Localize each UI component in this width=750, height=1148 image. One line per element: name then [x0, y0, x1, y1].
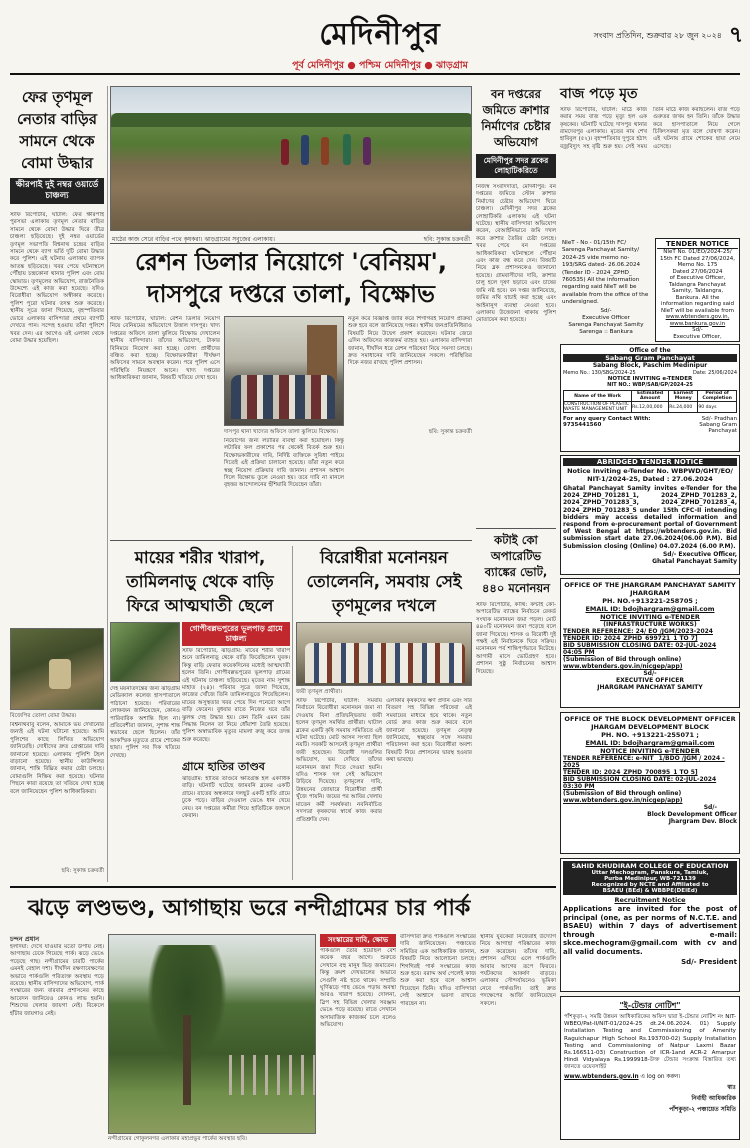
divider — [476, 528, 556, 529]
ad-line: undersigned. — [562, 299, 599, 306]
ad-ghatal — [560, 455, 740, 575]
ad-tender-id: TENDER ID: 2024_ZPHD_700895_1 TO 5] — [563, 769, 698, 776]
ad-line: (Tender ID - 2024_ZPHD_ — [562, 269, 632, 276]
ad-designation: Block Development Officer — [647, 811, 737, 818]
ad-designation: EXECUTIVE OFFICER — [616, 677, 684, 684]
ad-line: 2024-25 vide memo no- — [562, 254, 630, 261]
headline-line-1: রেশন ডিলার নিয়োগে 'বেনিয়ম', — [135, 248, 447, 276]
tender-table — [563, 390, 737, 413]
table-header: Estimated Amount — [632, 391, 669, 402]
headline: ফের তৃণমূল নেতার বাড়ির সামনে থেকে বোমা উদ্ধার — [16, 88, 98, 172]
section-tag: ক্ষীরপাই দুই নম্বর ওয়ার্ডে চাঞ্চল্য — [10, 178, 104, 204]
ad-office: Jhargram Dev. Block — [668, 818, 737, 825]
person-4 — [343, 134, 351, 165]
story-mother — [110, 546, 290, 882]
ad-title: Sabang Gram Panchayat — [563, 354, 737, 362]
photo-caption: দাসপুর থানা খাদ্যের অফিসে তালা ঝুলিয়ে বিক্ষোভ। — [224, 429, 339, 435]
headline: মায়ের শরীর খারাপ, তামিলনাড়ু থেকে বাড়ি ফিরে আত্মঘাতী ছেলে — [126, 548, 274, 615]
masthead-subtitle: পূর্ব মেদিনীপুর ● পশ্চিম মেদিনীপুর ● ঝাড়গ্রাম — [292, 60, 468, 71]
ad-jhargram — [560, 578, 740, 708]
ad-ref: TENDER REFERENCE: e-NIT _1/BDO /JGM / 2024 - 2025 — [563, 755, 725, 769]
photo-caption: নন্দীগ্রামের গোকুলনগর এলাকার মহাপ্রভুর পার্কের অবস্থার ছবি। — [108, 1136, 247, 1142]
ad-line: 760535) All the information — [562, 277, 640, 284]
ad-notice: NOTICE INVITING e-TENDER — [600, 613, 700, 621]
story-body: স্থানীয় যুবকেরা নিজেরাই উদ্যোগ নিয়ে আগাছা পরিষ্কারের কাজ শুরু করেছেন। তাঁদের দাবি, প্রশাসন এগিয়ে এলে পার্কগুলি আবার আগের রূপে ফিরবে। পর্যটকদের আকর্ষণ বাড়বে। এলাকার সৌন্দর্যায়নেও ভূমিকা নেবে পার্কগুলি। তাই দ্রুত পদক্ষেপের আর্জি জানিয়েছেন সকলে। — [480, 934, 556, 1007]
ad-office: Sarenga Panchayat Samity — [568, 321, 644, 328]
ad-body-end: এ log on করুন। — [640, 1073, 681, 1080]
table-header: Period of Completion — [698, 391, 737, 402]
ad-url[interactable]: www.wbtenders.gov.in/nicgep/app) — [563, 663, 683, 670]
story-storm — [10, 892, 556, 1142]
date-line: সংবাদ প্রতিদিন, শুক্রবার ২৮ জুন ২০২৪ — [593, 31, 722, 40]
ad-notice: NOTICE INVITING e-TENDER — [607, 376, 693, 382]
photo-caption: বিজেপির তোলা বোমা উদ্ধার। — [10, 713, 77, 719]
story-body: দেহ ময়নাতদন্তের জন্য ঝাড়গ্রাম মেডিক্যাল কলেজ হাসপাতালে পাঠানো হয়েছে। পরিবারের লোকজন জানিয়েছেন, কোনও পারিবারিক অশান্তি ছিল না। প্রতিবেশীরা জানান, সুশান্ত শান্ত স্বভাবের ছেলে ছিলেন। তাঁর আকস্মিক মৃত্যুতে গ্রামে শোকের ছায়া। পুলিশ সব দিক খতিয়ে দেখছে। — [110, 686, 180, 759]
story-bomb — [10, 86, 104, 879]
story-body: এলাকার কৃষকদের ঋণ প্রদান এবং সার বিতরণ সহ বিভিন্ন পরিষেবা এই সমবায়ের মাধ্যমে হয়ে থাকে। নতুন বোর্ড দ্রুত কাজ শুরু করবে বলে জানানো হয়েছে। তৃণমূল নেতৃত্ব জানিয়েছে, স্বচ্ছতার সঙ্গে সমবায় পরিচালনা করা হবে। বিরোধীরা অবশ্য বিষয়টি নিয়ে প্রশাসনের দ্বারস্থ হওয়ার কথা ভাবছে। — [386, 698, 472, 764]
headline-line-2: দাসপুরে দপ্তরে তালা, বিক্ষোভ — [147, 280, 435, 308]
fence — [229, 1055, 315, 1095]
protest-photo — [224, 316, 344, 426]
photo-caption: জয়ী তৃণমূল প্রার্থীরা। — [296, 689, 343, 695]
ad-lines — [562, 240, 650, 307]
story-forest — [476, 86, 556, 526]
ad-sign: Sd/- Pradhan — [701, 416, 737, 422]
ad-office: পাঁশকুড়া-২ পঞ্চায়েত সমিতি — [669, 1105, 736, 1113]
story-body: স্টাফ রিপোর্টার, ঘাটাল: ফের ক্ষীরপাই পুরসভা এলাকায় তৃণমূল নেতার বাড়ির সামনে থেকে বোমা উদ্ধার ঘিরে তীব্র চাঞ্চল্য ছড়িয়েছে। দুই নম্বর ওয়ার্ডের তৃণমূল সভাপতি বিশ্বনাথ চন্দ্রের বাড়ির সামনে থেকে ব্যাগ ভর্তি দুটি বোমা উদ্ধার করে পুলিশ। এই ঘটনায় এলাকায় ব্যাপক আতঙ্ক ছড়িয়েছে। খবর পেয়ে ঘটনাস্থলে পৌঁছায় চন্দ্রকোনা থানার পুলিশ এবং বোম স্কোয়াড। তৃণমূলের অভিযোগ, রাজনৈতিক উদ্দেশ্যে এই কাজ করা হয়েছে। যদিও বিরোধীরা অভিযোগ অস্বীকার করেছে। পুলিশ পুরো ঘটনার তদন্ত শুরু করেছে। স্থানীয় সূত্রে জানা গিয়েছে, বৃহস্পতিবার ভোরে এলাকার বাসিন্দারা প্রথমে ব্যাগটি দেখতে পান। সন্দেহ হওয়ায় তাঁরা পুলিশে খবর দেন। এর আগেও ওই এলাকা থেকে বোমা উদ্ধার হয়েছিল। — [10, 212, 104, 344]
tree-trunk — [183, 1015, 191, 1105]
ad-line: available from the office of the — [562, 291, 649, 298]
ad-contact: For any query Contact With: 9735441560 — [563, 416, 651, 428]
photo-caption: মাঠের কাজ সেরে বাড়ির পথে কৃষকরা। ঝাড়গ্রামের সবুজের এলাকায়। — [112, 236, 275, 243]
photo-credit: ছবি: সুকান্ত চক্রবর্তী — [423, 236, 470, 243]
column-divider — [107, 86, 108, 882]
ad-title: SAHID KHUDIRAM COLLEGE OF EDUCATION — [571, 862, 729, 870]
ad-url[interactable]: www.wbtenders.gov.in — [564, 1073, 639, 1080]
ad-title: Office of the — [629, 347, 671, 354]
story-body: পার্কগুলি তৈরি হয়েছিল বেশ কয়েক বছর আগে। শুরুতে সেখানে বহু মানুষ ভিড় জমাতেন। কিন্তু ক্রমশ দেখভালের অভাবে সেগুলি নষ্ট হতে থাকে। সম্প্রতি ঘূর্ণিঝড়ে গাছ ভেঙে পড়ায় অবস্থা আরও খারাপ হয়েছে। দোলনা, স্লিপ সহ বিভিন্ন খেলার সরঞ্জাম ভেঙে পড়ে রয়েছে। রাতে সেখানে অসামাজিক কাজকর্ম চলে বলেও অভিযোগ। — [320, 948, 396, 1029]
fields-photo — [110, 86, 472, 231]
ad-sign: Sd/- Executive Officer, — [662, 550, 737, 558]
story-body: নিজস্ব সংবাদদাতা, মেদিনীপুর: বন দপ্তরের জমিতে স্টোন ক্রাশার নির্মাণের চেষ্টার অভিযোগ ঘিরে চাঞ্চল্য। মেদিনীপুর সদর ব্লকের লোহাটিকরি এলাকায় এই ঘটনা ঘটেছে। স্থানীয় বাসিন্দারা অভিযোগ করেন, বেআইনিভাবে জমি দখল করে ক্রাশার তৈরির চেষ্টা চলছে। খবর পেয়ে বন দপ্তরের আধিকারিকরা ঘটনাস্থলে পৌঁছান এবং কাজ বন্ধ করে দেন। বিষয়টি নিয়ে ব্লক প্রশাসনকেও জানানো হয়েছে। গ্রামবাসীদের দাবি, ক্রাশার চালু হলে দূষণ ছড়াবে এবং চাষের জমি নষ্ট হবে। বন দপ্তর জানিয়েছে, জমির নথি যাচাই করা হচ্ছে এবং আইনানুগ ব্যবস্থা নেওয়া হবে। এলাকায় উত্তেজনা থাকায় পুলিশ মোতায়েন করা হয়েছে। — [476, 184, 556, 324]
ad-phone: PH. NO. +913221-255071 ; — [601, 731, 699, 739]
story-body-continued: বিশ্বনাথবাবু বলেন, আমাকে ভয় দেখানোর জন্যই এই ঘটনা ঘটানো হয়েছে। আমি পুলিশের কাছে লিখিত অভিযোগ জানিয়েছি। দোষীদের দ্রুত গ্রেপ্তারের দাবি জানানো হয়েছে। এলাকায় পুলিশি টহল বাড়ানো হয়েছে। স্থানীয় কাউন্সিলর জানান, শান্তি বিঘ্নিত করার চেষ্টা চলছে। বোমাগুলি নিষ্ক্রিয় করা হয়েছে। ঘটনার পিছনে কারা রয়েছে তা খতিয়ে দেখা হচ্ছে বলে জানিয়েছেন পুলিশ আধিকারিকরা। — [10, 722, 104, 795]
ad-body: Applications are invited for the post of principal (one, as per norms of N.C.T.E. and BSAEU) within 7 days of advertisement through e-mail: skce.mechogram@gmail.com with cv and all valid documents. — [563, 905, 737, 956]
ad-line: information regarding said — [660, 301, 735, 307]
ad-title: "ই-টেন্ডার নোটিশ" — [619, 1001, 681, 1010]
ad-office: Ghatal Panchayat Samity — [652, 557, 737, 565]
table-cell: Rs.12,00,000 — [632, 402, 669, 413]
ad-work: (INFRASTRUCTURE WORKS) — [603, 621, 697, 628]
ad-line: Sarenga Panchayat Samity/ — [562, 247, 640, 254]
ad-notice: NOTICE INVITING e-TENDER — [600, 747, 700, 755]
ad-nit: NIT NO.: WBP/SAB/GP/2024-25 — [607, 382, 693, 388]
ad-etender — [560, 996, 740, 1140]
ad-college — [560, 858, 740, 992]
ad-ref: TENDER REFERENCE: 24/ EO /JGM/2023-2024 — [563, 628, 713, 635]
photo-credit: ছবি: সুকান্ত চক্রবর্তী — [428, 429, 472, 435]
ad-sign: Sd/- — [692, 327, 703, 333]
ad-bdo — [560, 712, 740, 854]
ad-sign: Sd/- — [643, 670, 657, 677]
ad-lines — [657, 249, 738, 340]
ad-email: EMAIL ID: bdojhargram@gmail.com — [585, 605, 715, 613]
ad-sign: Sd/- — [600, 307, 612, 314]
sub-story-body: ঝাড়গ্রাম: হাতির তাণ্ডবে ক্ষতিগ্রস্ত হল একাধিক বাড়ি। ঘটনাটি ঘটেছে জামবনি ব্লকের একটি গ্রামে। রাতের অন্ধকারে দলছুট একটি হাতি গ্রামে ঢুকে পড়ে। বাড়ির দেওয়াল ভেঙে ধান খেয়ে নেয়। বন দপ্তরের কর্মীরা গিয়ে হাতিটিকে জঙ্গলে ফেরান। — [182, 776, 290, 820]
ad-designation: নির্বাহী আধিকারিক — [691, 1094, 736, 1102]
person-5 — [363, 137, 371, 165]
crowd — [231, 375, 335, 419]
ad-sign: Sd/- President — [681, 957, 737, 966]
section-tag: সংস্কারের দাবি, ক্ষোভ — [320, 934, 396, 947]
divider — [10, 886, 556, 888]
ad-body: পাঁশকুড়া-২ সমষ্টি উন্নয়ন আধিকারিকের অফিস দ্বারা ই-টেন্ডার নোটিশ নং NIT-WBEO/Pat-II/NIT-01/2024-25 dt.24.06.2024. 01) Supply Installation Testing and Commissioning of Amenity Raguichapur High School Rs.193700-02) Supply Installation Testing and Commissioning of Natpur Laxmi Bazar Rs.166511-03) Construction of ICR-1and ACR-2 Amarpur Hindi Vidyalaya Rs.1999918-উক্ত টেন্ডার সংক্রান্ত বিস্তারিত তথ্য জানতে ওয়েবসাইট — [564, 1014, 736, 1071]
ad-url[interactable]: www.wbtenders.gov.in/nicgep/app) — [563, 797, 683, 804]
story-body: নতুন করে বিজ্ঞপ্তি জারি করে শিগগিরই নিয়োগ প্রক্রিয়া শুরু হবে বলে জানিয়েছে দপ্তর। স্থানীয় জনপ্রতিনিধিরাও বিষয়টি নিয়ে উদ্বেগ প্রকাশ করেছেন। ঘটনার জেরে এদিন অফিসের কাজকর্ম ব্যাহত হয়। এলাকার বাসিন্দারা জানান, দীর্ঘদিন ধরে রেশন পরিষেবা নিয়ে সমস্যা চলছে। দ্রুত সমাধানের দাবি জানিয়েছেন সকলে। পরিস্থিতির দিকে নজর রাখছে পুলিশ প্রশাসন। — [348, 316, 472, 367]
ad-title: TENDER NOTICE — [657, 240, 738, 249]
table-cell: CONSTRUCTION OF PLASTIC WASTE MANAGEMENT UNIT — [564, 402, 632, 413]
ad-title: OFFICE OF THE JHARGRAM PANCHAYAT SAMITY — [564, 581, 736, 589]
ad-closing: BID SUBMISSION CLOSING DATE: 02-JUL-2024 03:30 PM — [563, 776, 717, 790]
ad-signature — [676, 416, 737, 434]
ad-title: JHARGAM DEVELOPMENT BLOCK — [591, 723, 709, 731]
sub-headline: গ্রামে হাতির তাণ্ডব — [182, 760, 265, 773]
story-body: স্টাফ রিপোর্টার, ঘাটাল: মাঠে কাজ করার সময় বাজ পড়ে মৃত্যু হল এক কৃষকের। ঘটনাটি ঘটেছে দাসপুর থানার রামদেবপুর এলাকায়। মৃতের নাম শেখ হাবিবুল (৫২)। বৃহস্পতিবার দুপুরে হঠাৎ বজ্রবিদ্যুৎ সহ বৃষ্টি শুরু হয়। সেই সময় তিনি মাঠে কাজ করছিলেন। বাজ পড়ে গুরুতর জখম হন তিনি। তাঁকে উদ্ধার করে হাসপাতালে নিয়ে গেলে চিকিৎসকরা মৃত বলে ঘোষণা করেন। এই ঘটনায় গ্রামে শোকের ছায়া নেমে এসেছে। — [560, 106, 740, 150]
table-cell: Rs.24,000 — [669, 402, 698, 413]
ad-college-header — [563, 861, 737, 895]
story-body: স্টাফ রিপোর্টার, কাঁথি: কন্টাই কো-অপারেটিভ ব্যাঙ্কের নির্বাচনে রেকর্ড সংখ্যক মনোনয়ন জমা পড়ল। মোট ৪৪০টি মনোনয়ন জমা পড়েছে বলে জানা গিয়েছে। শাসক ও বিরোধী দুই পক্ষই এই নির্বাচনকে ঘিরে সক্রিয়। মনোনয়ন পর্ব শান্তিপূর্ণভাবে মিটেছে। আগামী মাসে ভোটগ্রহণ হবে। প্রশাসন সুষ্ঠু নির্বাচনের আশ্বাস দিয়েছে। — [476, 602, 556, 675]
ad-taldangra — [655, 238, 740, 342]
headline: বিরোধীরা মনোনয়ন তোলেননি, সমবায় সেই তৃণমূলের দখলে — [306, 548, 462, 615]
ad-line: regarding said NIeT will be — [562, 284, 637, 291]
ad-recognition: BSAEU (BEd) & WBBPE(DElEd) — [602, 888, 698, 894]
person-3 — [321, 137, 329, 165]
page-title: মেদিনীপুর — [319, 17, 441, 52]
ad-email: EMAIL ID: bdojhargram@gmail.com — [585, 739, 715, 747]
ad-line: NIeT - No - 01/15th FC/ — [562, 240, 627, 246]
ad-line: Taldangra Panchayat — [668, 281, 727, 288]
story-body: হলদিয়া: দেখে যাওয়ার মতো উপায় নেই। আগাছায় ঢেকে গিয়েছে পার্ক। ঝড়ে ভেঙে পড়েছে গাছ। নন্দীগ্রামের চারটি পার্কের এমনই বেহাল দশা। দীর্ঘদিন রক্ষণাবেক্ষণের অভাবে পার্কগুলি পরিত্যক্ত অবস্থায় পড়ে রয়েছে। স্থানীয় বাসিন্দাদের অভিযোগ, পার্ক সংস্কারের জন্য বারবার প্রশাসনের কাছে আবেদন জানিয়েও কোনও লাভ হয়নি। শিশুদের খেলার জায়গা নেই। বিকেলে হাঁটার জায়গাও নেই। — [10, 944, 104, 1017]
ad-line: www.wbtenders.gov.in, — [665, 314, 730, 320]
story-body: নিয়োগের জন্য লটারির ব্যবস্থা করা হয়েছিল। কিন্তু লটারির ফল প্রকাশের পর থেকেই বিতর্ক শুরু হয়। বিক্ষোভকারীদের দাবি, নির্দিষ্ট ব্যক্তিকে সুবিধা পাইয়ে দিতেই এই প্রক্রিয়া চালানো হয়েছে। তাঁরা নতুন করে স্বচ্ছ নিয়োগ প্রক্রিয়ার দাবি জানান। প্রশাসন আশ্বাস দিলে বিক্ষোভ তুলে নেওয়া হয়। তবে দাবি না মানলে বৃহত্তর আন্দোলনের হুঁশিয়ারি দিয়েছেন তাঁরা। — [224, 438, 344, 489]
ad-line: 193/SRG dated- 26.06.2024 — [562, 262, 641, 269]
story-lightning — [560, 86, 740, 236]
ad-line: www.bankura.gov.in — [669, 320, 726, 327]
ad-recognition: Recognized by NCTE and Affiliated to — [591, 882, 709, 888]
ad-line: of Executive Officer, — [669, 275, 726, 281]
section-tag: মেদিনীপুর সদর ব্লকের লোহাটিকরিতে — [476, 154, 556, 178]
ad-line: NIeT No. 01/EO/2024-25/ — [663, 249, 732, 255]
treeline — [111, 113, 472, 127]
story-ration — [110, 246, 472, 536]
person-2 — [301, 135, 309, 165]
group — [305, 643, 465, 683]
byline: চন্দন প্রধান — [10, 935, 40, 943]
ad-title: Sabang Block, Paschim Medinipur — [592, 362, 708, 369]
ad-place: JHARGRAM — [630, 589, 670, 597]
ad-sign: স্বাঃ — [727, 1083, 736, 1091]
ad-sign: Sd/- — [703, 804, 717, 811]
table-header: Name of the Work — [564, 391, 632, 402]
ad-line: Memo No. 175 — [677, 262, 718, 268]
ad-address: Purba Medinipur, WB-721139 — [604, 876, 696, 882]
headline: কটাই কো অপারেটিভ ব্যাঙ্কের ভোট, ৪৪০ মনোনয়ন — [481, 533, 551, 595]
story-body: স্টাফ রিপোর্টার, ঘাটাল: সমবায় নির্বাচনে বিরোধীরা মনোনয়ন জমা না দেওয়ায় বিনা প্রতিদ্বন্দ্বিতায় জয়ী হলেন তৃণমূল সমর্থিত প্রার্থীরা। ঘাটাল ব্লকের একটি কৃষি সমবায় সমিতিতে এই ঘটনা ঘটেছে। মোট আসন সংখ্যা ছিল নয়টি। সবকটি আসনেই তৃণমূল প্রার্থীরা জয়ী হয়েছেন। বিরোধী দলগুলির অভিযোগ, ভয় দেখিয়ে তাঁদের মনোনয়ন জমা দিতে দেওয়া হয়নি। যদিও শাসক দল সেই অভিযোগ উড়িয়ে দিয়েছে। তৃণমূলের দাবি, উন্নয়নের জোয়ারে বিরোধীরা প্রার্থী খুঁজে পায়নি। জয়ের পর আবির খেলায় মাতেন কর্মী সমর্থকরা। নবনির্বাচিত সদস্যরা কৃষকদের স্বার্থে কাজ করার প্রতিশ্রুতি দেন। — [296, 698, 382, 823]
ad-body: Ghatal Panchayat Samity invites e-Tender for the 2024_ZPHD_701281_1, 2024_ZPHD_701283_2, 2024_ZPHD_701283_3, 2024_ZPHD_701283_4, 2024_ZPHD_701283_5 under 15th CFC-II intending bidders may access detailed information and respond from e-procurement portal of Government of West Bengal at https://wbtenders.gov.in. Bid submission start date 27.06.2024(06.00 P.M). Bid Submission closing (Online) 04.07.2024 (6.00 P.M). — [563, 485, 737, 550]
ad-line: Bankura. All the — [675, 294, 720, 301]
divider — [110, 540, 472, 541]
story-body: স্টাফ রিপোর্টার, ঘাটাল: রেশন ডিলার নিয়োগ নিয়ে বেনিয়মের অভিযোগে উত্তাল দাসপুর। খাদ্য দপ্তরের অফিসে তালা ঝুলিয়ে বিক্ষোভ দেখালেন স্থানীয় বাসিন্দারা। তাঁদের অভিযোগ, টাকার বিনিময়ে নিয়োগ করা হচ্ছে। যোগ্য প্রার্থীদের বঞ্চিত করা হচ্ছে। বিক্ষোভকারীরা দীর্ঘক্ষণ অফিসের সামনে অবস্থান করেন। পরে পুলিশ এসে পরিস্থিতি নিয়ন্ত্রণে আনে। খাদ্য দপ্তরের আধিকারিকরা জানান, বিষয়টি খতিয়ে দেখা হবে। — [110, 316, 220, 382]
ad-footer — [563, 416, 737, 434]
ad-line: 15th FC Dated 27/06/2024, — [660, 255, 735, 262]
ad-closing: BID SUBMISSION CLOSING DATE: 02-JUL-2024 04:05 PM — [563, 642, 717, 656]
table-row — [564, 402, 737, 413]
ad-designation: Executive Officer — [582, 314, 630, 321]
ad-line: NIeT will be available from — [660, 307, 735, 314]
ad-title: ABRIDGED TENDER NOTICE — [563, 458, 737, 466]
ad-designation: Executive Officer, — [673, 333, 722, 340]
story-opposition — [296, 546, 472, 882]
winners-photo — [296, 622, 472, 686]
section-tag: গোপীবল্লভপুরের ভূলপাড় গ্রামে চাঞ্চল্য — [182, 622, 290, 646]
ad-place: Sarenga :: Bankura — [579, 328, 633, 335]
masthead — [0, 0, 750, 76]
ad-line: Dated 27/06/2024 — [672, 268, 723, 275]
ad-phone: PH. NO.+913221-258705 ; — [602, 597, 698, 605]
bag-shape — [49, 659, 71, 689]
table-header: Earnest Money — [669, 391, 698, 402]
headline: বন দপ্তরের জমিতে ক্রাশার নির্মাণের চেষ্টার অভিযোগ — [481, 87, 551, 149]
mother-story-photo — [110, 622, 180, 682]
page-number: ৭ — [728, 23, 744, 48]
ad-line: Samity, Taldangra, — [671, 288, 724, 294]
ad-title: OFFICE OF THE BLOCK DEVELOPMENT OFFICER — [564, 715, 736, 723]
memo-date: Date: 25/06/2024 — [692, 370, 737, 376]
table-cell: 90 days — [698, 402, 737, 413]
column-divider — [292, 546, 293, 880]
divider — [110, 243, 472, 244]
headline: ঝড়ে লণ্ডভণ্ড, আগাছায় ভরে নন্দীগ্রামের চার পার্ক — [28, 896, 471, 921]
ad-submission: (Submission of Bid through online) — [563, 790, 682, 797]
memo: Memo No.: 130/SBG/2024-25 — [563, 370, 636, 376]
ad-subtitle: Notice Inviting e-Tender No. WBPWD/GHT/EO/ NIT-1/2024-25, Dated : 27.06.2024 — [567, 467, 733, 483]
headline: বাজ পড়ে মৃত — [560, 86, 638, 102]
byline: ছবি: সুকান্ত চক্রবর্তী — [61, 868, 104, 874]
story-cooperative — [476, 532, 556, 892]
bomb-photo — [10, 628, 104, 710]
person-1 — [281, 139, 289, 165]
ad-tender-id: TENDER ID: 2024_ZPHD_699721_1 TO 7] — [563, 635, 698, 642]
ad-sabang — [560, 344, 740, 452]
table-header-row — [564, 391, 737, 402]
ad-address: Uttar Mechogram, Panskura, Tamluk, — [591, 870, 709, 876]
story-body: বাসিন্দারা দ্রুত পার্কগুলি সংস্কারের দাবি জানিয়েছেন। পঞ্চায়েত সমিতির এক আধিকারিক জানান, বিষয়টি নিয়ে আলোচনা চলছে। শিগগিরই পার্ক সংস্কারের কাজ শুরু হবে। বরাদ্দ অর্থ পেলেই কাজ শুরু করা হবে বলে আশ্বাস দিয়েছেন তিনি। যদিও বাসিন্দারা সেই আশ্বাসে ভরসা রাখতে পারছেন না। — [400, 934, 476, 1007]
masthead-rule — [10, 73, 740, 75]
ad-sarenga — [560, 238, 652, 342]
ad-submission: (Submission of Bid through online) — [563, 656, 682, 663]
park-photo — [108, 934, 316, 1134]
ad-office: JHARGRAM PANCHAYAT SAMITY — [597, 684, 703, 691]
ad-office: Sabang Gram Panchayat — [699, 422, 737, 434]
ad-notice: Recruitment Notice — [614, 896, 686, 904]
ad-url-line — [564, 1072, 736, 1082]
story-body: স্টাফ রিপোর্টার, ঝাড়গ্রাম: মায়ের শরীর খারাপ শুনে তামিলনাড়ু থেকে বাড়ি ফিরেছিলেন যুবক। কিন্তু বাড়ি ফেরার কয়েকদিনের মধ্যেই আত্মঘাতী হলেন তিনি। গোপীবল্লভপুরের ভূলপাড় গ্রামের এই ঘটনায় চাঞ্চল্য ছড়িয়েছে। মৃতের নাম সুশান্ত মাহাত (২৪)। পরিবার সূত্রে জানা গিয়েছে, কাজের খোঁজে তিনি তামিলনাড়ুতে গিয়েছিলেন। মায়ের অসুস্থতার খবর পেয়ে দিন পনেরো আগে বাড়ি ফেরেন। বুধবার রাতে নিজের ঘরে তাঁর ঝুলন্ত দেহ উদ্ধার হয়। কেন তিনি এমন চরম সিদ্ধান্ত নিলেন তা নিয়ে ধোঁয়াশা তৈরি হয়েছে। পুলিশ অস্বাভাবিক মৃত্যুর মামলা রুজু করে তদন্ত শুরু করেছে। — [182, 648, 290, 743]
